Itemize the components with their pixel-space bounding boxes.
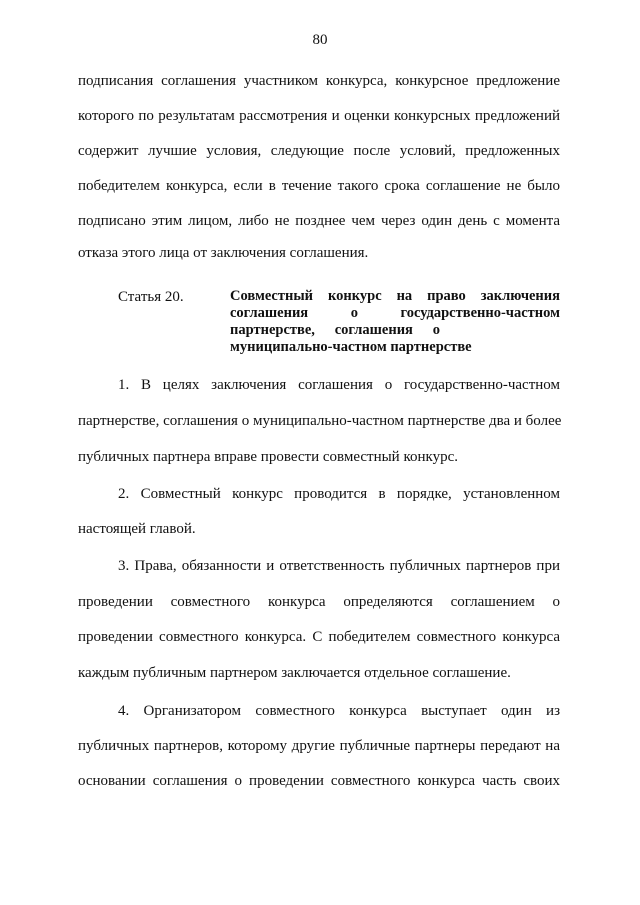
text-line: настоящей главой. (78, 521, 196, 537)
text-line: публичных партнера вправе провести совместный конкурс. (78, 449, 458, 465)
text-line: которого по результатам рассмотрения и оценки конкурсных предложений (78, 108, 560, 124)
text-line: партнерстве, соглашения о муниципально-частном партнерстве два и более (78, 413, 562, 429)
article-heading-line: соглашения о государственно-частном (230, 305, 560, 321)
text-line: победителем конкурса, если в течение такого срока соглашение не было (78, 178, 560, 194)
article-label: Статья 20. (118, 289, 184, 305)
text-line: каждым публичным партнером заключается отдельное соглашение. (78, 665, 511, 681)
text-line: подписания соглашения участником конкурса, конкурсное предложение (78, 73, 560, 89)
text-line: основании соглашения о проведении совместного конкурса часть своих (78, 773, 560, 789)
text-line: 3. Права, обязанности и ответственность публичных партнеров при (118, 558, 560, 574)
text-line: 4. Организатором совместного конкурса выступает один из (118, 703, 560, 719)
text-line: проведении совместного конкурса. С победителем совместного конкурса (78, 629, 560, 645)
article-heading-line: партнерстве, соглашения о (230, 322, 440, 338)
text-line: содержит лучшие условия, следующие после условий, предложенных (78, 143, 560, 159)
page-number: 80 (312, 32, 328, 48)
article-heading-line: муниципально-частном партнерстве (230, 339, 472, 355)
text-line: отказа этого лица от заключения соглашения. (78, 245, 369, 261)
text-line: проведении совместного конкурса определяются соглашением о (78, 594, 560, 610)
article-heading-line: Совместный конкурс на право заключения (230, 288, 560, 304)
text-line: 1. В целях заключения соглашения о государственно-частном (118, 377, 560, 393)
text-line: 2. Совместный конкурс проводится в порядке, установленном (118, 486, 560, 502)
text-line: подписано этим лицом, либо не позднее чем через один день с момента (78, 213, 560, 229)
text-line: публичных партнеров, которому другие публичные партнеры передают на (78, 738, 560, 754)
